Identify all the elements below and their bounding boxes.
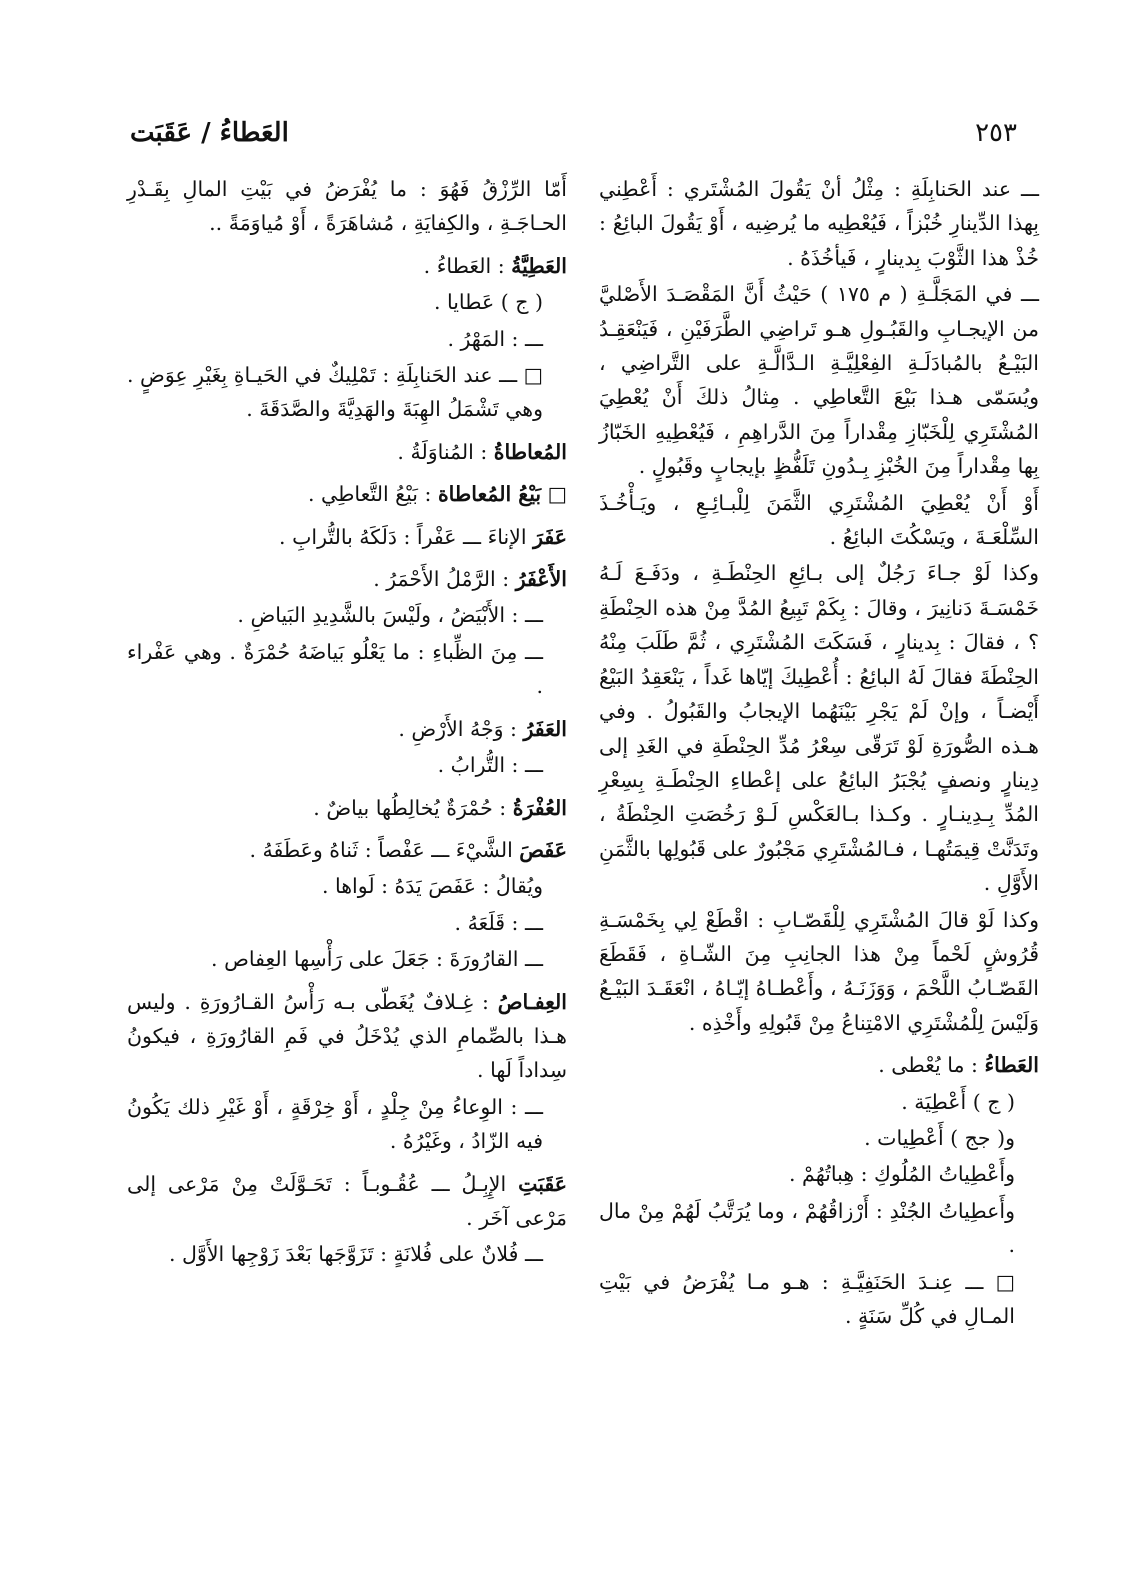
right-column — [599, 172, 1039, 1335]
text-paragraph: وكذا لَوْ قالَ المُشْتَرِي لِلْقَصّـابِ : اقْطَعْ لِي بِخَمْسَـةِ قُرُوشٍ لَحْماً مِنْ هذا الجانِبِ مِنَ الشّـاةِ ، فَقَطَعَ القَصّـابُ اللَّحْمَ ، وَوَزَنَـهُ ، وأَعْطـاهُ إيّـاهُ ، انْعَقَـدَ البَيْـعُ وَلَيْسَ لِلْمُشْتَرِي الامْتِناعُ مِنْ قَبُولِهِ وأَخْذِه . — [599, 907, 1039, 1035]
text-paragraph: ـــ : التُّرابُ . — [437, 753, 543, 778]
entry-paragraph: العُفْرَةُ : حُمْرَةٌ يُخالِطُها بياضٌ . — [313, 795, 567, 820]
entry-paragraph: عَقَبَتِ الإِبِـلُ ـــ عُقُـوبـاً : تَحَـوَّلَتْ مِنْ مَرْعى إلى مَرْعى آخَر . — [127, 1171, 567, 1230]
entry-paragraph: □ بَيْعُ المُعاطاة : بَيْعُ التَّعاطِي . — [307, 482, 567, 507]
text-paragraph: ـــ : الوِعاءُ مِنْ جِلْدٍ ، أَوْ خِرْقَةٍ ، أَوْ غَيْرِ ذلك يَكُونُ فيه الزّادُ ، وغَيْرُهُ . — [127, 1094, 543, 1154]
text-paragraph: □ ـــ عند الحَنابِلَةِ : تَمْلِيكٌ في الحَيـاةِ بِغَيْرِ عِوَضٍ . وهي تَشْمَلُ الهِبَةَ والهَدِيَّةَ والصَّدَقَةَ . — [127, 363, 543, 422]
text-paragraph: ـــ فُلانٌ على فُلانَةٍ : تَزَوَّجَها بَعْدَ زَوْجِها الأَوَّل . — [169, 1242, 543, 1267]
headword: عَقَبَتِ — [518, 1171, 567, 1196]
headword: العُفْرَةُ — [512, 795, 567, 820]
entry-paragraph: الأَعْفَرُ : الرَّمْلُ الأَحْمَرُ . — [373, 567, 567, 592]
entry-paragraph: عَفَرَ الإناءَ ـــ عَفْراً : دَلَكَهُ بالتُّرابِ . — [279, 524, 567, 549]
text-paragraph: ـــ عند الحَنابِلَةِ : مِثْلُ أنْ يَقُولَ المُشْتَري : أَعْطِني بِهذا الدِّينارِ خُبْزاً ، فَيُعْطِيه ما يُرضِيه ، أَوْ يَقُولَ البائِعُ : خُذْ هذا الثَّوْبَ بِدينارٍ ، فَيأخُذَهُ . — [599, 177, 1039, 270]
headword: عَفَرَ — [533, 524, 567, 549]
headword: العِفـاصُ — [497, 989, 567, 1014]
text-paragraph: ( ج ) أَعْطِيَة . — [901, 1089, 1015, 1114]
headword: العَطاءُ — [984, 1053, 1039, 1078]
entry-paragraph: العَطِيَّةُ : العَطاءُ . — [423, 253, 567, 278]
entry-paragraph: العَفَرُ : وَجْهُ الأَرْضِ . — [398, 716, 567, 741]
running-head: العَطاءُ / عَقَبَت — [130, 118, 289, 148]
text-paragraph: ( ج ) عَطايا . — [433, 290, 543, 315]
text-paragraph: ـــ مِنَ الظِّباءِ : ما يَعْلُو بَياضَهُ حُمْرَةٌ . وهي عَفْراء . — [127, 639, 543, 699]
text-paragraph: ـــ : الأَبْيَضُ ، ولَيْسَ بالشَّدِيدِ البَياضِ . — [237, 603, 543, 628]
entry-paragraph: العِفـاصُ : غِـلافٌ يُغَطّى بـه رَأْسُ القـارُورَةِ . وليس هـذا بالصِّمامِ الذي يُدْخَلُ في فَمِ القارُورَةِ ، فيكونُ سِداداً لَها . — [127, 989, 567, 1083]
text-paragraph: وكذا لَوْ جـاءَ رَجُلٌ إلى بـائِعِ الحِنْطَـةِ ، ودَفَـعَ لَـهُ خَمْسَـةَ دَنانِيرَ ، وقالَ : بِكَمْ تَبِيعُ المُدَّ مِنْ هذه الحِنْطَةِ ؟ ، فقالَ : بِدينارٍ ، فَسَكَتَ المُشْتَرِي ، ثُمَّ طَلَبَ مِنْهُ الحِنْطَةَ فقالَ لَهُ البائِعُ : أُعْطِيكَ إيّاها غَداً ، يَنْعَقِدُ البَيْعُ أَيْضـاً ، وإنْ لَمْ يَجْرِ بَيْنَهُما الإيجابُ والقَبُولُ . وفي هـذه الصُّورَةِ لَوْ تَرَقّى سِعْرُ مُدِّ الحِنْطَةِ في الغَدِ إلى دِينارٍ ونصفٍ يُجْبَرُ البائِعُ على إعْطاءِ الحِنْطَـةِ بِسِعْرِ المُدِّ بِـدِينـارٍ . وكـذا بـالعَكْسِ لَـوْ رَخُصَتِ الحِنْطَةُ ، وتَدَنَّتْ قِيمَتُهـا ، فـالمُشْتَرِي مَجْبُورٌ على قَبُولِها بالثَّمَنِ الأَوَّلِ . — [599, 561, 1039, 896]
page-header — [130, 118, 1017, 162]
text-paragraph: ـــ القارُورَةَ : جَعَلَ على رَأْسِها العِفاص . — [211, 947, 543, 972]
entry-paragraph: عَفَصَ الشَّيْءَ ـــ عَفْصاً : ثَناهُ وعَطَفَهُ . — [249, 837, 567, 862]
text-paragraph: أَمّا الرِّزْقُ فَهُوَ : ما يُفْرَضُ في بَيْتِ المالِ بِقَـدْرِ الحـاجَـةِ ، والكِفايَةِ ، مُشاهَرَةً ، أَوْ مُياوَمَةً .. — [127, 177, 567, 236]
headword: عَفَصَ — [519, 837, 567, 862]
entry-paragraph: المُعاطاةُ : المُناوَلَةُ . — [397, 439, 567, 464]
text-paragraph: ـــ : المَهْرُ . — [447, 326, 543, 351]
headword: بَيْعُ المُعاطاة — [437, 482, 542, 507]
text-paragraph: ويُقالُ : عَفَصَ يَدَهُ : لَواها . — [321, 874, 543, 899]
headword: الأَعْفَرُ — [515, 567, 567, 592]
page-number: ٢٥٣ — [975, 118, 1017, 148]
text-paragraph: أَوْ أَنْ يُعْطِيَ المُشْتَرِي الثَّمَنَ لِلْبـائِـعِ ، ويَـأْخُـذَ السِّلْعَـةَ ، ويَسْكُتَ البائِعُ . — [599, 490, 1039, 550]
left-column — [127, 172, 567, 1274]
text-paragraph: و( جج ) أَعْطِيات . — [864, 1125, 1015, 1150]
headword: المُعاطاةُ — [493, 439, 567, 464]
headword: العَطِيَّةُ — [511, 253, 567, 278]
text-paragraph: □ ـــ عِنـدَ الحَنَفِيَّـةِ : هـو مـا يُفْرَضُ في بَيْتِ المـالِ في كُلِّ سَنَةٍ . — [599, 1269, 1015, 1328]
text-paragraph: ـــ في المَجَلَّـةِ ( م ١٧٥ ) حَيْثُ أَنَّ المَقْصَـدَ الأَصْليَّ من الإيجـابِ والقَبُـولِ هـو تَراضِي الطَّرَفَيْنِ ، فَيَنْعَقِـدُ البَيْـعُ بالمُبادَلَـةِ الفِعْلِيَّـةِ الـدَّالَّـةِ على التَّراضِي ، ويُسَمّى هـذا بَيْعَ التَّعاطِي . مِثالُ ذلكَ أَنْ يُعْطِيَ المُشْتَرِي لِلْخَبّازِ مِقْداراً مِنَ الدَّراهِمِ ، فَيُعْطِيهِ الخَبّازُ بِها مِقْداراً مِنَ الخُبْزِ بِـدُونِ تَلَفُّظٍ بإيجابٍ وقَبُولٍ . — [599, 282, 1039, 479]
text-paragraph: وأَعْطِياتُ المُلُوكِ : هِباتُهُمْ . — [789, 1162, 1015, 1187]
entry-paragraph: العَطاءُ : ما يُعْطى . — [878, 1053, 1039, 1078]
text-paragraph: وأَعطِياتُ الجُنْدِ : أَرْزاقُهُمْ ، وما يُرَتَّبُ لَهُمْ مِنْ مال . — [599, 1198, 1015, 1258]
text-paragraph: ـــ : قَلَعَهُ . — [454, 910, 543, 935]
headword: العَفَرُ — [523, 716, 567, 741]
